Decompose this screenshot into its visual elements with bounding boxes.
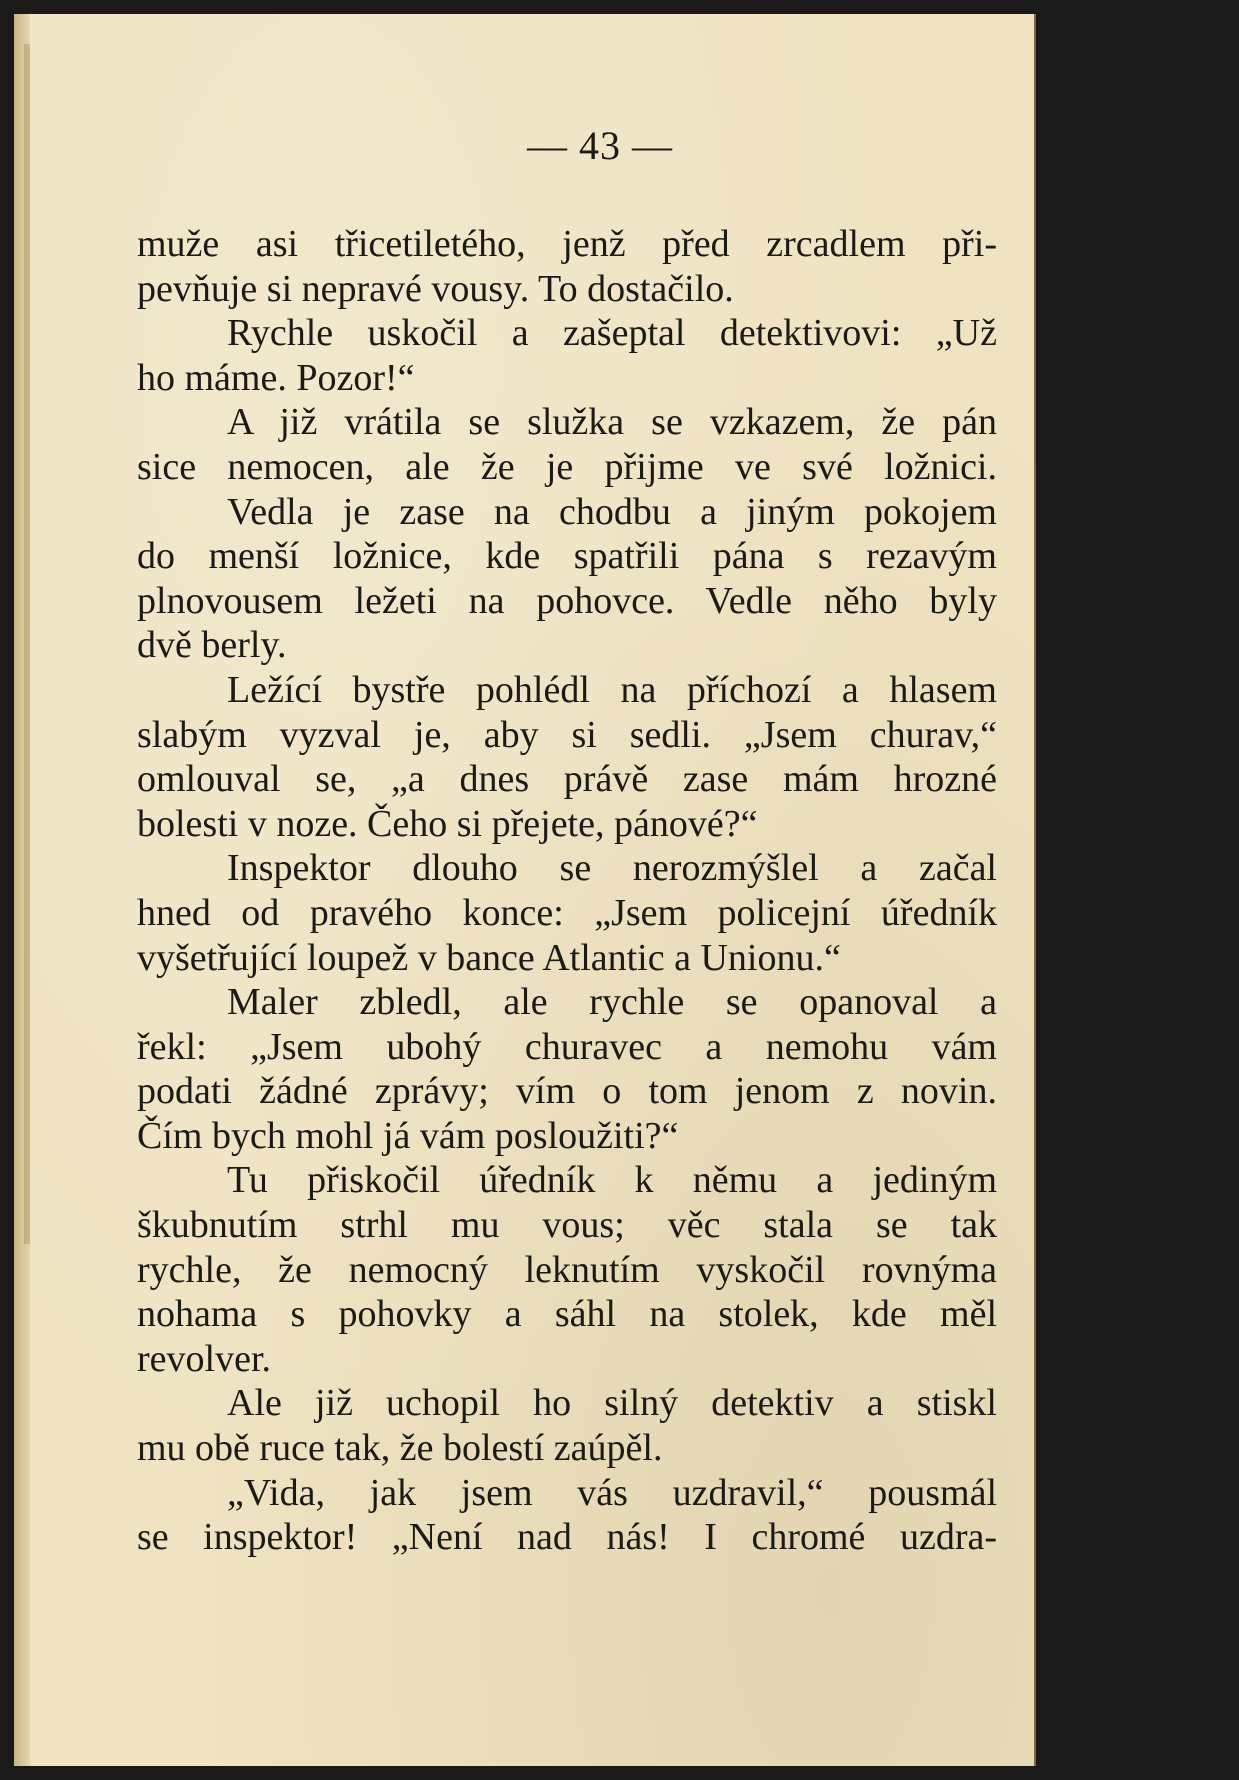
text-line: Čím bych mohl já vám posloužiti?“ bbox=[137, 1114, 679, 1157]
text-line: Rychle uskočil a zašeptal detektivovi: „Už bbox=[227, 312, 997, 355]
text-line: Inspektor dlouho se nerozmýšlel a začal bbox=[227, 847, 997, 890]
text-line: škubnutím strhl mu vous; věc stala se tak bbox=[137, 1204, 997, 1247]
text-line: pevňuje si nepravé vousy. To dostačilo. bbox=[137, 267, 734, 310]
text-line: podati žádné zprávy; vím o tom jenom z novin. bbox=[137, 1070, 997, 1113]
page-right-edge bbox=[1034, 14, 1036, 1766]
text-line: rychle, že nemocný leknutím vyskočil rovnýma bbox=[137, 1248, 997, 1291]
page-number: — 43 — bbox=[527, 123, 673, 168]
text-line: omlouval se, „a dnes právě zase mám hrozné bbox=[137, 758, 997, 801]
text-line: se inspektor! „Není nad nás! I chromé uzdra- bbox=[137, 1516, 997, 1559]
text-line: ho máme. Pozor!“ bbox=[137, 356, 415, 399]
text-line: muže asi třicetiletého, jenž před zrcadlem při- bbox=[137, 223, 997, 265]
page-body-text bbox=[137, 222, 997, 1560]
text-line: revolver. bbox=[137, 1337, 272, 1380]
text-line: Tu přiskočil úředník k němu a jediným bbox=[227, 1159, 997, 1202]
text-line: plnovousem ležeti na pohovce. Vedle něho byly bbox=[137, 579, 997, 622]
text-line: dvě berly. bbox=[137, 624, 287, 667]
binding-shadow bbox=[24, 44, 30, 1244]
text-line: bolesti v noze. Čeho si přejete, pánové?“ bbox=[137, 802, 758, 845]
text-line: hned od pravého konce: „Jsem policejní úředník bbox=[137, 891, 997, 934]
text-line: nohama s pohovky a sáhl na stolek, kde měl bbox=[137, 1293, 997, 1336]
text-line: Ležící bystře pohlédl na příchozí a hlasem bbox=[227, 668, 997, 711]
text-line: „Vida, jak jsem vás uzdravil,“ pousmál bbox=[227, 1471, 997, 1514]
text-line: mu obě ruce tak, že bolestí zaúpěl. bbox=[137, 1427, 663, 1470]
text-line: sice nemocen, ale že je přijme ve své ložnici. bbox=[137, 445, 997, 488]
text-line: A již vrátila se služka se vzkazem, že pán bbox=[227, 401, 997, 444]
text-line: Maler zbledl, ale rychle se opanoval a bbox=[227, 981, 997, 1024]
text-line: Ale již uchopil ho silný detektiv a stiskl bbox=[227, 1382, 997, 1425]
text-line: slabým vyzval je, aby si sedli. „Jsem churav,“ bbox=[137, 713, 997, 756]
text-line: vyšetřující loupež v bance Atlantic a Unionu.“ bbox=[137, 936, 841, 979]
text-line: řekl: „Jsem ubohý churavec a nemohu vám bbox=[137, 1025, 997, 1068]
text-line: Vedla je zase na chodbu a jiným pokojem bbox=[227, 490, 997, 533]
text-line: do menší ložnice, kde spatřili pána s rezavým bbox=[137, 535, 997, 578]
